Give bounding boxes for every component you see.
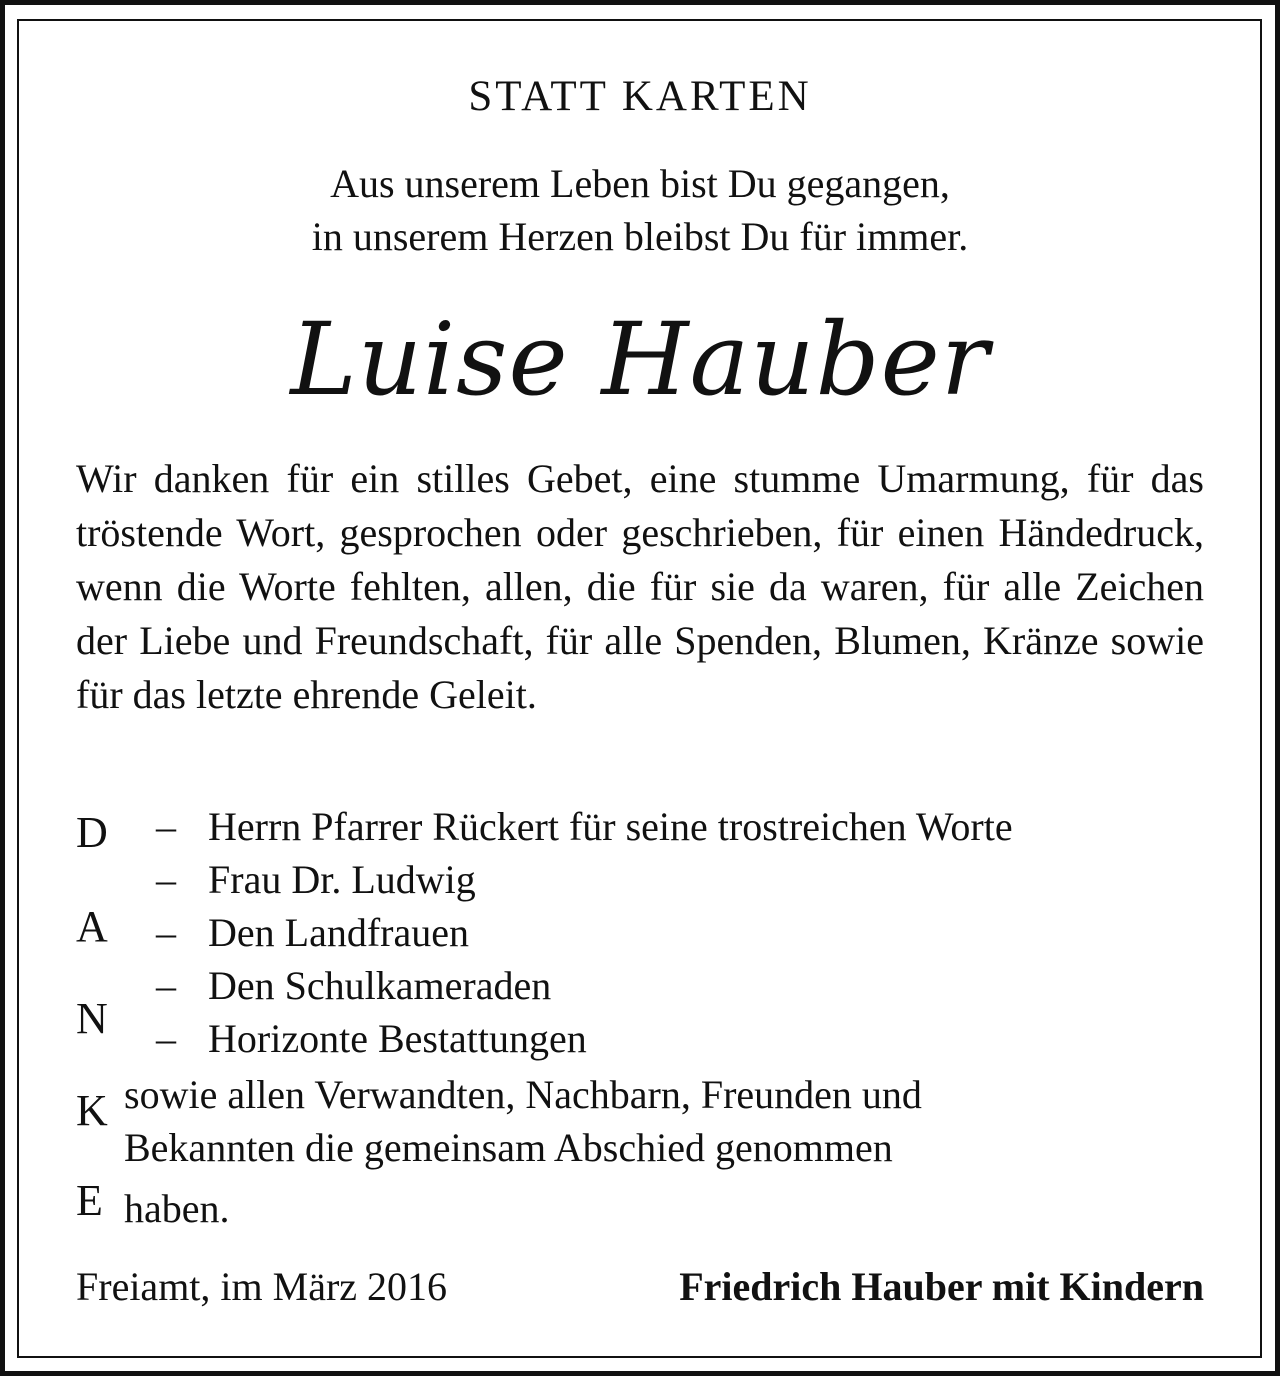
danke-item-text: Den Landfrauen [208, 910, 469, 955]
dash: – [156, 963, 176, 1008]
danke-letter-a: A [76, 902, 108, 951]
danke-item-text: Horizonte Bestattungen [208, 1016, 587, 1061]
danke-letter-n: N [76, 994, 108, 1043]
danke-item [156, 802, 1013, 852]
danke-item-text: Herrn Pfarrer Rückert für seine trostreichen Worte [208, 804, 1013, 849]
dash: – [156, 804, 176, 849]
signature: Friedrich Hauber mit Kindern [679, 1264, 1204, 1309]
notice-header: STATT KARTEN [468, 73, 812, 120]
danke-item-text: Frau Dr. Ludwig [208, 857, 476, 902]
danke-item [156, 961, 551, 1011]
danke-letter-d: D [76, 808, 108, 857]
danke-item [156, 1014, 587, 1064]
closing-line: sowie allen Verwandten, Nachbarn, Freunden und [124, 1072, 922, 1117]
closing-text [124, 1068, 1124, 1235]
dash: – [156, 910, 176, 955]
danke-item [156, 908, 469, 958]
motto-line-1: Aus unserem Leben bist Du gegangen, [330, 161, 950, 206]
danke-letter-k: K [76, 1086, 108, 1135]
motto [0, 157, 1280, 263]
deceased-name: Luise Hauber [290, 301, 990, 418]
closing-line: haben. [124, 1186, 230, 1231]
dash: – [156, 1016, 176, 1061]
closing-line: Bekannten die gemeinsam Abschied genommen [124, 1125, 893, 1170]
danke-item-text: Den Schulkameraden [208, 963, 552, 1008]
dash: – [156, 857, 176, 902]
footer [76, 1260, 1204, 1314]
thanks-paragraph: Wir danken für ein stilles Gebet, eine stumme Umarmung, für das tröstende Wort, gesprochen oder geschrieben, für einen Händedruck, wenn die Worte fehlten, allen, die für sie da waren, für alle Zeichen der Liebe und Freundschaft, für alle Spenden, Blumen, Kränze sowie für das letzte ehrende Geleit. [76, 456, 1204, 717]
motto-line-2: in unserem Herzen bleibst Du für immer. [311, 214, 969, 259]
danke-item [156, 855, 476, 905]
danke-letter-e: E [76, 1176, 103, 1225]
place-date: Freiamt, im März 2016 [76, 1264, 448, 1309]
